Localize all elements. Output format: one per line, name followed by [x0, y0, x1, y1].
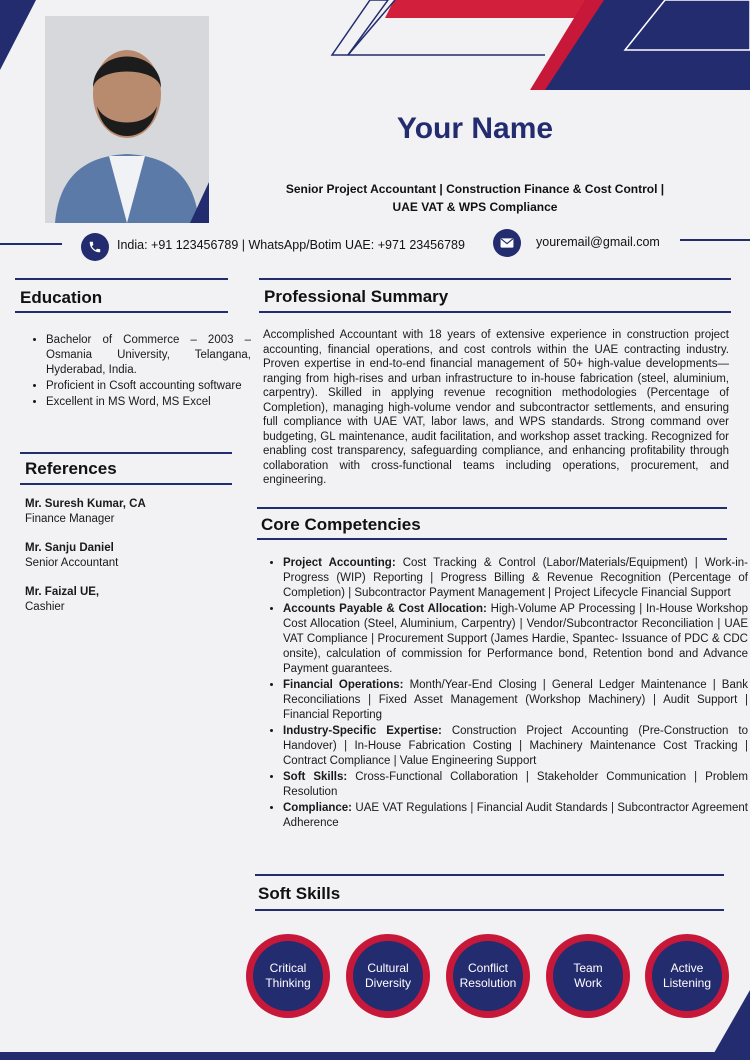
contact-rule-left	[0, 243, 62, 245]
education-item: • Proficient in Csoft accounting software	[46, 379, 251, 394]
summary-text: Accomplished Accountant with 18 years of extensive experience in construction project accounting, financial operations, and cost controls within the UAE contracting industry. Proven expertise in end-to-end financial management of 50+ high-value developments—ranging from high-rises and urban infrastructure to in-house fabrication (steel, aluminium, carpentry). Skilled in applying revenue recognition methodologies (Percentage of Completion), managing high-volume vendor and subcontractor settlements, and ensuring full compliance with UAE VAT, labor laws, and WPS standards. Strong command over budgeting, GL maintenance, audit facilitation, and workshop asset tracking. Recognized for enabling cost transparency, safeguarding compliance, and enhancing profitability through collaboration with cross-functional teams including operations, procurement, and engineering.	[263, 329, 729, 486]
competency-text: UAE VAT Regulations | Financial Audit Standards | Subcontractor Agreement Adherence	[283, 802, 748, 829]
phone-text[interactable]: India: +91 123456789 | WhatsApp/Botim UAE: +971 23456789	[117, 238, 465, 252]
competency-item	[283, 801, 748, 831]
competency-text: High-Volume AP Processing | In-House Workshop Cost Allocation (Steel, Aluminium, Carpentry) | Vendor/Subcontractor Reconciliation | UAE VAT Compliance | Procurement Support (James Hardie, Spantec- Issuance of PDC & CDC onsite), calculation of commission for Performance bond, Retention bond and Advance Payment guarantees.	[283, 603, 748, 675]
competencies-rule-top	[257, 507, 727, 509]
photo-corner-accent	[190, 182, 209, 223]
competency-item	[283, 556, 748, 601]
references-rule-bottom	[20, 483, 232, 485]
education-item: • Excellent in MS Word, MS Excel	[46, 395, 251, 410]
softskills-rule-bottom	[255, 909, 724, 911]
education-rule-bottom	[15, 311, 228, 313]
competency-item	[283, 770, 748, 800]
skill-line-1: Team	[573, 961, 603, 975]
competency-label: Project Accounting:	[283, 557, 396, 569]
skill-badge-critical-thinking	[246, 934, 330, 1018]
education-list	[24, 333, 251, 411]
competency-label: Financial Operations:	[283, 679, 404, 691]
references-title: References	[25, 459, 117, 478]
candidate-name: Your Name	[396, 112, 554, 145]
phone-icon	[81, 233, 109, 261]
reference-entry	[25, 585, 99, 615]
competency-item	[283, 724, 748, 769]
skill-line-2: Work	[574, 976, 602, 990]
competency-item	[283, 602, 748, 677]
competency-label: Soft Skills:	[283, 771, 348, 783]
skill-line-1: Conflict	[467, 961, 508, 975]
skill-badge-cultural-diversity	[346, 934, 430, 1018]
skill-line-2: Thinking	[265, 976, 311, 990]
summary-rule-top	[259, 278, 731, 280]
competencies-rule-bottom	[257, 538, 727, 540]
skill-line-2: Listening	[662, 976, 712, 990]
reference-name: Mr. Suresh Kumar, CA	[25, 498, 146, 510]
contact-rule-right	[680, 239, 750, 241]
skill-badge-team-work	[546, 934, 630, 1018]
headline-line-2: UAE VAT & WPS Compliance	[392, 200, 558, 214]
softskills-title: Soft Skills	[258, 884, 341, 903]
skill-line-2: Resolution	[459, 976, 517, 990]
competencies-title: Core Competencies	[261, 515, 421, 534]
summary-title: Professional Summary	[264, 287, 449, 306]
headline	[270, 180, 680, 216]
skill-line-1: Critical	[269, 961, 307, 975]
competency-text: Month/Year-End Closing | General Ledger Maintenance | Bank Reconciliations | Fixed Asset Management (Workshop Machinery) | Audit Support | Financial Reporting	[283, 679, 749, 721]
competency-text: Construction Project Accounting (Pre-Construction to Handover) | In-House Fabrication Costing | Machinery Maintenance Cost Tracking | Contract Compliance | Value Engineering Support	[283, 725, 748, 767]
skill-line-1: Cultural	[367, 961, 409, 975]
competency-text: Cross-Functional Collaboration | Stakeholder Communication | Problem Resolution	[283, 771, 748, 798]
reference-role: Cashier	[25, 601, 65, 613]
reference-entry	[25, 541, 118, 571]
top-outline-parallelogram	[332, 0, 388, 55]
envelope-icon	[493, 229, 521, 257]
skill-badge-conflict-resolution	[446, 934, 530, 1018]
bottom-bar	[0, 1052, 750, 1060]
competency-label: Accounts Payable & Cost Allocation:	[283, 603, 487, 615]
softskills-rule-top	[255, 874, 724, 876]
reference-name: Mr. Sanju Daniel	[25, 542, 114, 554]
competency-label: Industry-Specific Expertise:	[283, 725, 442, 737]
top-left-corner-shape	[0, 0, 36, 70]
competency-item	[283, 678, 748, 723]
reference-role: Finance Manager	[25, 513, 115, 525]
competency-label: Compliance:	[283, 802, 353, 814]
competency-text: Cost Tracking & Control (Labor/Materials/Equipment) | Work-in-Progress (WIP) Reporting | Progress Billing & Revenue Recognition (Percentage of Completion) | Subcontractor Payment Management | Project Lifecycle Financial Support	[283, 557, 748, 599]
email-text[interactable]: youremail@gmail.com	[536, 235, 660, 249]
education-title: Education	[20, 288, 103, 307]
education-item: • Bachelor of Commerce – 2003 – Osmania University, Telangana, Hyderabad, India.	[46, 333, 251, 378]
reference-role: Senior Accountant	[25, 557, 119, 569]
reference-entry	[25, 497, 146, 527]
summary-rule-bottom	[259, 311, 731, 313]
profile-photo	[45, 16, 209, 223]
references-rule-top	[20, 452, 232, 454]
skill-line-2: Diversity	[364, 976, 411, 990]
competencies-list	[261, 556, 748, 832]
education-rule-top	[15, 278, 228, 280]
skill-line-1: Active	[670, 961, 704, 975]
headline-line-1: Senior Project Accountant | Construction Finance & Cost Control |	[285, 182, 665, 196]
reference-name: Mr. Faizal UE,	[25, 586, 100, 598]
skill-badge-active-listening	[645, 934, 729, 1018]
